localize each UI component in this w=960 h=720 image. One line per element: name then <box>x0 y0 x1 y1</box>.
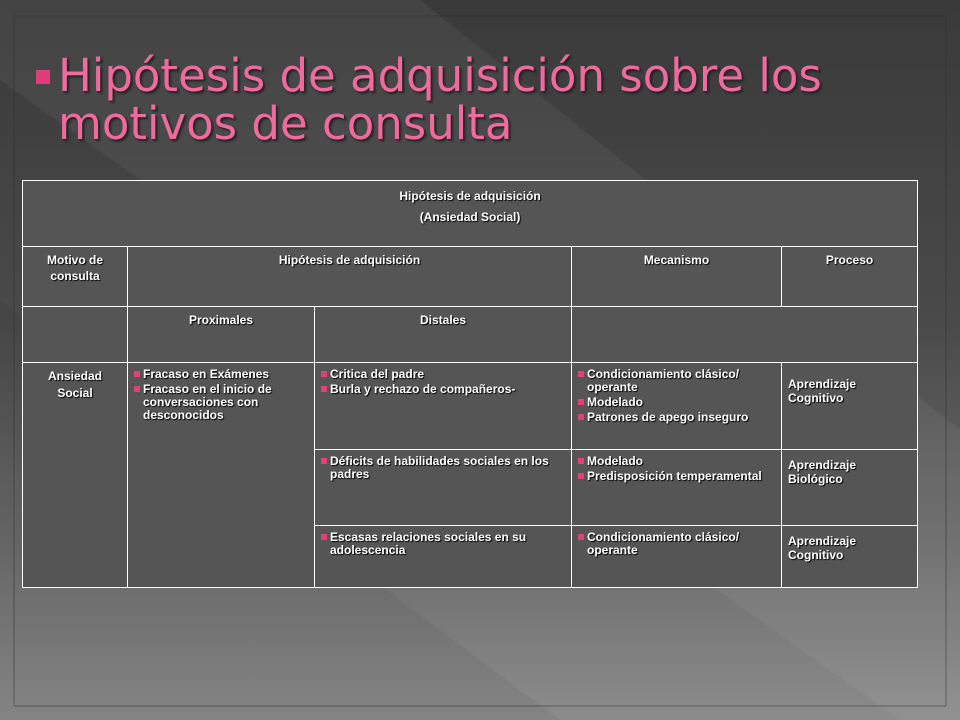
distales-cell <box>315 526 572 588</box>
col-header-mecanismo: Mecanismo <box>572 247 782 307</box>
bullet-icon <box>578 458 584 464</box>
col-header-motivo: Motivo de consulta <box>23 247 128 307</box>
list-item: Fracaso en Exámenes <box>134 368 308 381</box>
bullet-icon <box>134 386 140 392</box>
proceso-cell: Aprendizaje Cognitivo <box>782 363 918 450</box>
col-header-proceso: Proceso <box>782 247 918 307</box>
table-header-title: Hipótesis de adquisición <box>399 189 541 203</box>
list-item: Déficits de habilidades sociales en los padres <box>321 455 565 481</box>
list-item: Predisposición temperamental <box>578 470 775 483</box>
list-item: Modelado <box>578 455 775 468</box>
proximales-cell <box>128 363 315 588</box>
bullet-icon <box>578 534 584 540</box>
empty-cell <box>23 307 128 363</box>
slide-title: Hipótesis de adquisición sobre los motivos de consulta <box>58 49 822 150</box>
bullet-icon <box>321 386 327 392</box>
mecanismo-cell <box>572 450 782 526</box>
bullet-icon <box>321 458 327 464</box>
proceso-cell: Aprendizaje Cognitivo <box>782 526 918 588</box>
mecanismo-cell <box>572 363 782 450</box>
list-item: Escasas relaciones sociales en su adolescencia <box>321 531 565 557</box>
distales-cell <box>315 450 572 526</box>
list-item: Critica del padre <box>321 368 565 381</box>
bullet-icon <box>134 371 140 377</box>
list-item: Condicionamiento clásico/ operante <box>578 531 775 557</box>
subheader-proximales: Proximales <box>128 307 315 363</box>
list-item: Fracaso en el inicio de conversaciones con desconocidos <box>134 383 308 422</box>
subheader-distales: Distales <box>315 307 572 363</box>
motivo-text: Ansiedad Social <box>47 369 102 400</box>
distales-cell <box>315 363 572 450</box>
empty-cell <box>572 307 918 363</box>
table-header-cell <box>23 181 918 247</box>
bullet-icon <box>321 534 327 540</box>
acquisition-table <box>22 180 918 588</box>
list-item: Patrones de apego inseguro <box>578 411 775 424</box>
mecanismo-cell <box>572 526 782 588</box>
bullet-icon <box>321 371 327 377</box>
bullet-icon <box>578 399 584 405</box>
col-header-hipotesis: Hipótesis de adquisición <box>128 247 572 307</box>
motivo-cell <box>23 363 128 588</box>
title-bullet-icon <box>36 70 50 84</box>
proceso-cell: Aprendizaje Biológico <box>782 450 918 526</box>
bullet-icon <box>578 371 584 377</box>
list-item: Burla y rechazo de compañeros- <box>321 383 565 396</box>
list-item: Condicionamiento clásico/ operante <box>578 368 775 394</box>
bullet-icon <box>578 473 584 479</box>
list-item: Modelado <box>578 396 775 409</box>
bullet-icon <box>578 414 584 420</box>
table-header-subtitle: (Ansiedad Social) <box>419 210 521 224</box>
